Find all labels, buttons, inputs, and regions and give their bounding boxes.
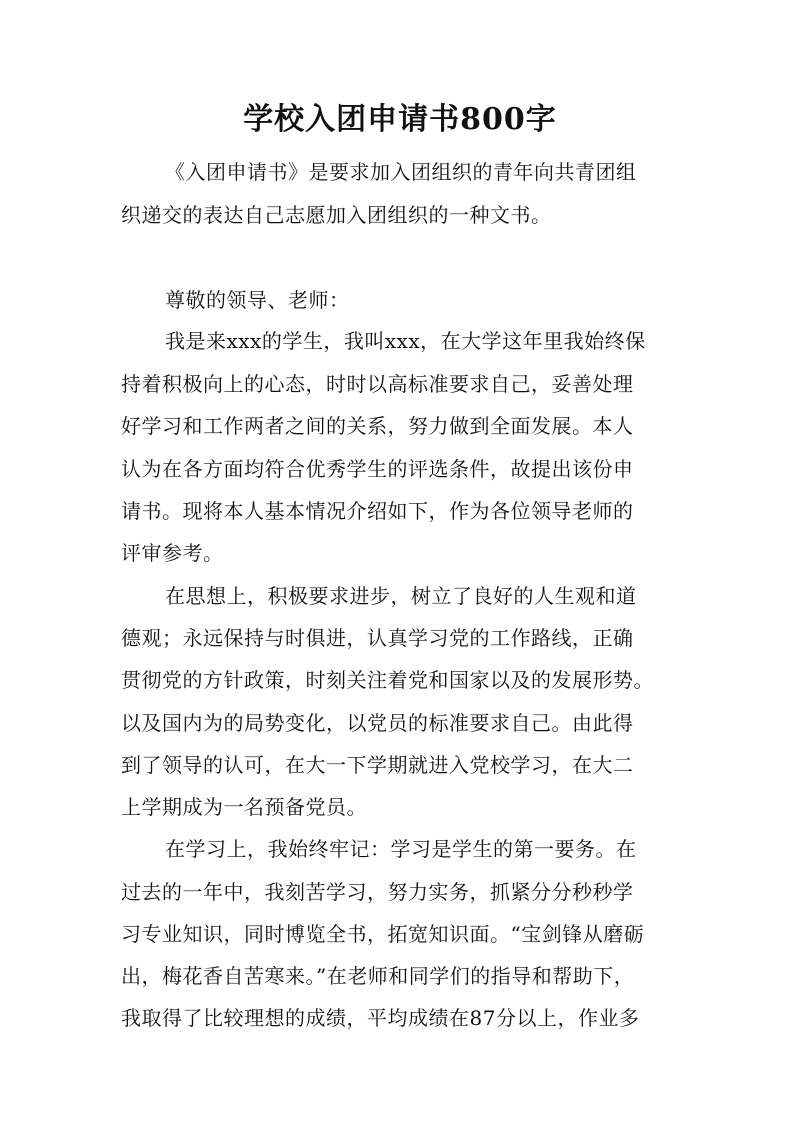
paragraph-2-line-5: 到了领导的认可，在大一下学期就进入党校学习，在大二 xyxy=(121,753,634,777)
paragraph-3-line-3: 习专业知识，同时博览全书，拓宽知识面。“宝剑锋从磨砺 xyxy=(121,922,645,946)
salutation: 尊敬的领导、老师： xyxy=(165,288,350,312)
paragraph-1-line-5: 请书。现将本人基本情况介绍如下，作为各位领导老师的 xyxy=(121,499,634,523)
paragraph-1-line-4: 认为在各方面均符合优秀学生的评选条件，故提出该份申 xyxy=(121,457,634,481)
paragraph-1-line-1: 我是来xxx的学生，我叫xxx，在大学这年里我始终保 xyxy=(165,329,646,353)
paragraph-1-line-6: 评审参考。 xyxy=(121,541,224,565)
paragraph-3-line-4: 出，梅花香自苦寒来。”在老师和同学们的指导和帮助下， xyxy=(121,964,635,988)
paragraph-3-line-2: 过去的一年中，我刻苦学习，努力实务，抓紧分分秒秒学 xyxy=(121,880,634,904)
document-title: 学校入团申请书800字 xyxy=(243,102,557,137)
paragraph-1-line-2: 持着积极向上的心态，时时以高标准要求自己，妥善处理 xyxy=(121,372,634,396)
paragraph-2-line-1: 在思想上，积极要求进步，树立了良好的人生观和道 xyxy=(165,584,637,608)
paragraph-2-line-3: 贯彻党的方针政策，时刻关注着党和国家以及的发展形势。 xyxy=(121,668,654,692)
paragraph-2-line-6: 上学期成为一名预备党员。 xyxy=(121,795,367,819)
paragraph-3-line-5: 我取得了比较理想的成绩，平均成绩在87分以上，作业多 xyxy=(121,1006,640,1030)
intro-line-1: 《入团申请书》是要求加入团组织的青年向共青团组 xyxy=(165,160,637,184)
paragraph-2-line-2: 德观；永远保持与时俱进，认真学习党的工作路线，正确 xyxy=(121,626,634,650)
paragraph-1-line-3: 好学习和工作两者之间的关系，努力做到全面发展。本人 xyxy=(121,414,634,438)
paragraph-2-line-4: 以及国内为的局势变化，以党员的标准要求自己。由此得 xyxy=(121,711,634,735)
paragraph-3-line-1: 在学习上，我始终牢记：学习是学生的第一要务。在 xyxy=(165,837,637,861)
intro-line-2: 织递交的表达自己志愿加入团组织的一种文书。 xyxy=(121,203,552,227)
